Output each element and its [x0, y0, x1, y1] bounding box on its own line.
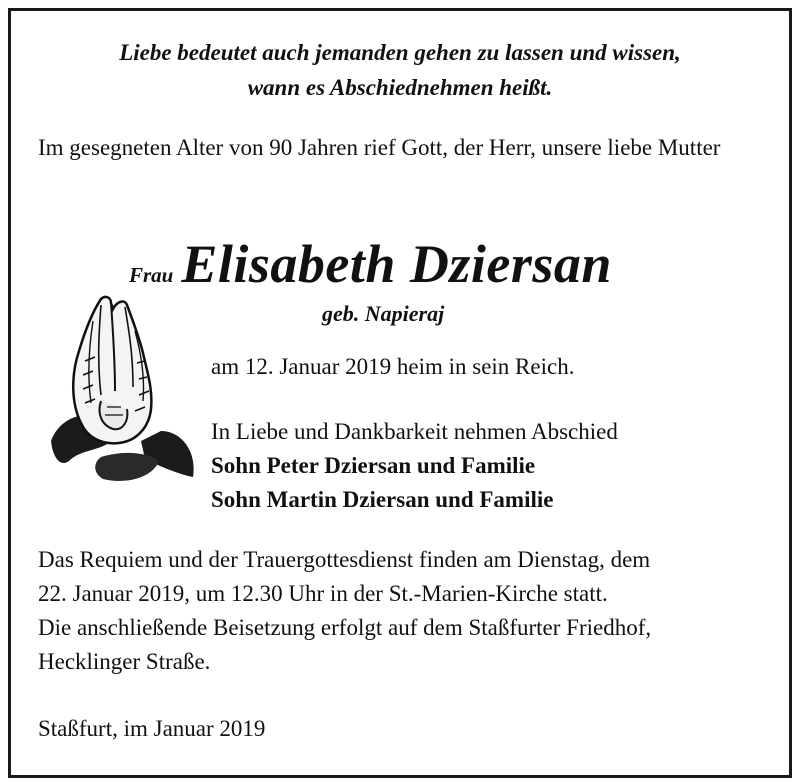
deceased-name: Elisabeth Dziersan — [181, 234, 612, 294]
mourners-heading: In Liebe und Dankbarkeit nehmen Abschied — [211, 419, 618, 444]
service-line: Hecklinger Straße. — [38, 649, 211, 674]
mourners-block — [211, 415, 618, 517]
service-line: Das Requiem und der Trauergottesdienst finden am Dienstag, dem — [38, 547, 651, 572]
praying-hands-icon — [41, 291, 201, 491]
motto — [11, 35, 789, 105]
service-line: Die anschließende Beisetzung erfolgt auf dem Staßfurter Friedhof, — [38, 615, 652, 640]
mourner-name: Sohn Martin Dziersan und Familie — [211, 487, 554, 512]
date-of-death: am 12. Januar 2019 heim in sein Reich. — [211, 354, 575, 379]
deceased-name-line — [129, 233, 612, 295]
obituary-notice — [8, 8, 792, 778]
name-prefix: Frau — [129, 263, 174, 287]
service-details — [38, 543, 783, 679]
maiden-name: geb. Napieraj — [322, 301, 445, 326]
place-and-date: Staßfurt, im Januar 2019 — [38, 716, 266, 741]
service-line: 22. Januar 2019, um 12.30 Uhr in der St.-Marien-Kirche statt. — [38, 581, 608, 606]
motto-line-1: Liebe bedeutet auch jemanden gehen zu lassen und wissen, — [119, 40, 681, 65]
mourner-name: Sohn Peter Dziersan und Familie — [211, 453, 536, 478]
intro-text: Im gesegneten Alter von 90 Jahren rief Gott, der Herr, unsere liebe Mutter — [38, 135, 721, 160]
motto-line-2: wann es Abschiednehmen heißt. — [247, 75, 553, 100]
